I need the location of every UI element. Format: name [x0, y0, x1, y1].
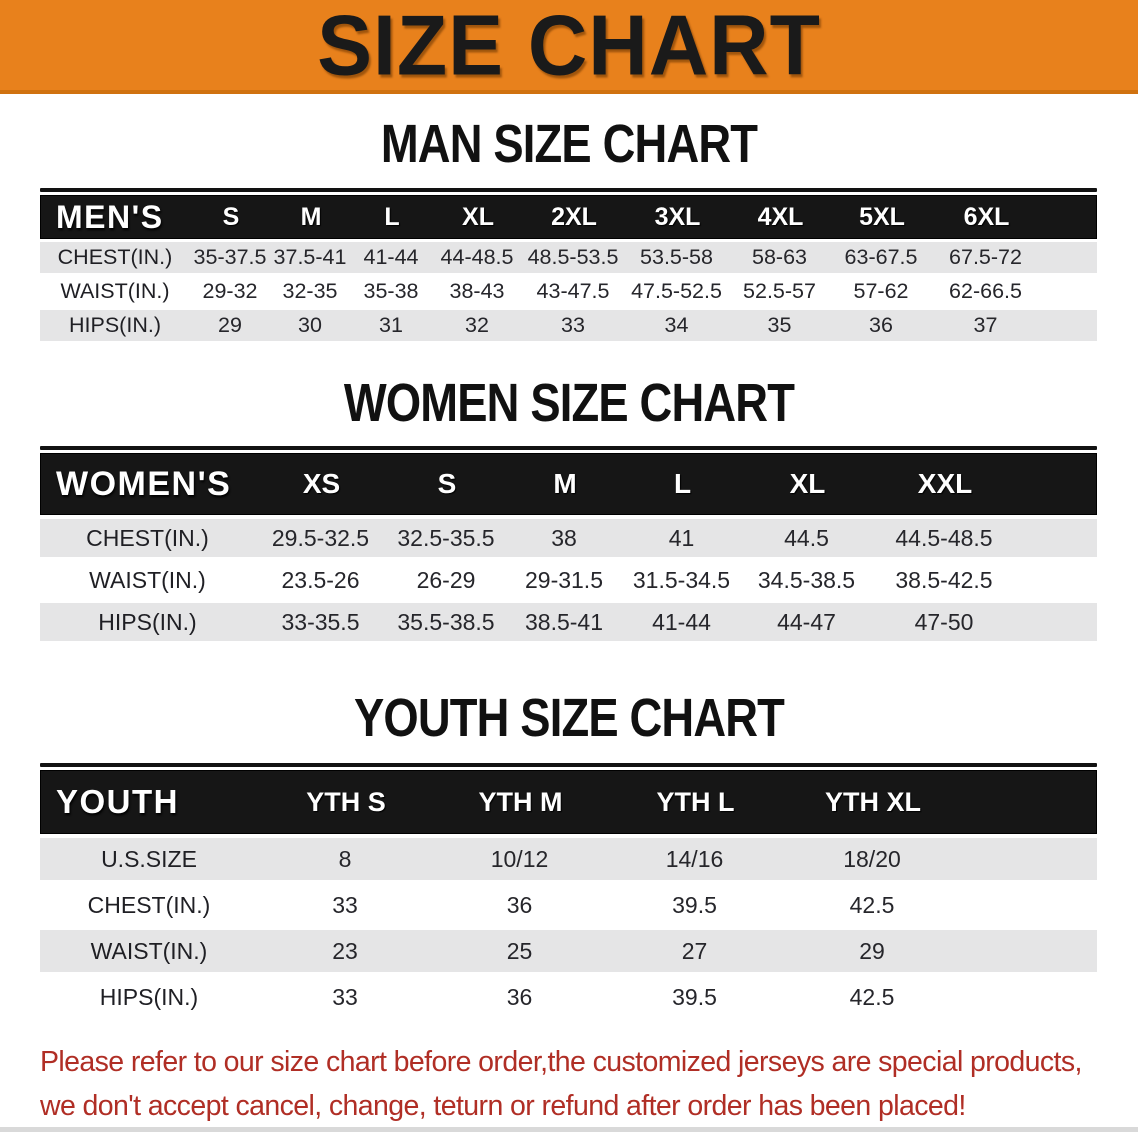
row-label: WAIST(IN.): [90, 937, 208, 964]
table-cell: 27: [681, 937, 708, 964]
women-section-title: [0, 373, 1138, 433]
youth-table-header-row: [40, 770, 1097, 834]
men-col-header: S: [222, 202, 240, 231]
table-cell: 31.5-34.5: [632, 566, 731, 593]
table-cell: 37: [973, 313, 998, 337]
disclaimer-line-2: we don't accept cancel, change, teturn or refund after order has been placed!: [40, 1090, 966, 1122]
youth-section-title: [0, 688, 1138, 748]
table-cell: 37.5-41: [273, 245, 347, 269]
table-cell: 25: [506, 937, 533, 964]
table-cell: 41-44: [652, 608, 711, 635]
page-title: SIZE CHART: [317, 0, 821, 93]
men-col-header: 3XL: [654, 202, 701, 231]
youth-section-title-text: YOUTH SIZE CHART: [353, 688, 785, 748]
youth-size-table: [40, 763, 1097, 1018]
women-col-header: XXL: [917, 468, 973, 499]
table-cell: 58-63: [752, 245, 807, 269]
table-cell: 29: [859, 937, 885, 964]
table-cell: 52.5-57: [743, 279, 816, 303]
table-cell: 57-62: [853, 279, 909, 303]
table-cell: 36: [506, 983, 533, 1010]
table-cell: 29-31.5: [524, 566, 603, 593]
table-cell: 32-35: [282, 279, 338, 303]
table-cell: 44.5-48.5: [895, 524, 993, 551]
table-cell: 10/12: [490, 845, 549, 872]
youth-col-header: YTH XL: [824, 786, 921, 817]
table-cell: 26-29: [416, 566, 476, 593]
men-section-title: [0, 114, 1138, 174]
youth-ussize-row: [40, 838, 1097, 880]
table-cell: 23: [332, 937, 358, 964]
table-cell: 18/20: [843, 845, 901, 872]
table-cell: 33-35.5: [281, 608, 360, 635]
women-col-header: S: [437, 468, 457, 499]
table-cell: 38.5-42.5: [895, 566, 993, 593]
table-cell: 47.5-52.5: [631, 279, 722, 303]
bottom-edge-divider: [0, 1127, 1138, 1132]
table-cell: 23.5-26: [281, 566, 360, 593]
youth-chest-row: [40, 884, 1097, 926]
row-label: CHEST(IN.): [87, 891, 211, 918]
women-chest-row: [40, 519, 1097, 557]
table-cell: 29.5-32.5: [271, 524, 370, 551]
table-cell: 29-32: [202, 279, 258, 303]
table-cell: 35: [767, 313, 792, 337]
men-hips-row: [40, 310, 1097, 341]
row-label: WAIST(IN.): [60, 279, 170, 303]
table-cell: 35-38: [363, 279, 419, 303]
table-cell: 53.5-58: [640, 245, 713, 269]
youth-col-header: YTH L: [656, 786, 735, 817]
table-cell: 67.5-72: [949, 245, 1022, 269]
men-col-header: L: [384, 202, 400, 231]
table-cell: 44-48.5: [440, 245, 514, 269]
row-label: U.S.SIZE: [101, 845, 197, 872]
table-cell: 34: [664, 313, 689, 337]
youth-col-header: YTH S: [306, 786, 386, 817]
table-cell: 38: [551, 524, 577, 551]
row-label: HIPS(IN.): [69, 313, 161, 337]
table-cell: 44-47: [777, 608, 836, 635]
men-col-header: 2XL: [551, 202, 597, 231]
women-col-header: XS: [302, 468, 341, 499]
table-cell: 47-50: [914, 608, 974, 635]
table-cell: 41-44: [363, 245, 419, 269]
youth-waist-row: [40, 930, 1097, 972]
table-cell: 38-43: [449, 279, 505, 303]
table-cell: 35.5-38.5: [397, 608, 495, 635]
men-col-header: 4XL: [757, 202, 804, 231]
women-table-header-row: [40, 453, 1097, 515]
men-table-topline: [40, 188, 1097, 192]
youth-col-header: YTH M: [478, 786, 563, 817]
table-cell: 42.5: [849, 983, 895, 1010]
table-cell: 38.5-41: [524, 608, 603, 635]
table-cell: 43-47.5: [536, 279, 610, 303]
youth-table-corner-label: YOUTH: [56, 783, 179, 820]
table-cell: 39.5: [672, 891, 717, 918]
women-size-table: [40, 446, 1097, 641]
men-table-corner-label: MEN'S: [56, 198, 164, 235]
men-table-header-row: [40, 195, 1097, 239]
men-waist-row: [40, 276, 1097, 307]
youth-hips-row: [40, 976, 1097, 1018]
table-cell: 30: [298, 313, 322, 337]
men-col-header: XL: [462, 202, 494, 231]
table-cell: 42.5: [849, 891, 895, 918]
table-cell: 33: [332, 891, 358, 918]
men-col-header: 6XL: [963, 202, 1010, 231]
table-cell: 32: [465, 313, 489, 337]
women-table-topline: [40, 446, 1097, 450]
table-cell: 36: [869, 313, 893, 337]
table-cell: 14/16: [665, 845, 724, 872]
women-col-header: L: [673, 468, 692, 499]
disclaimer-text: [0, 1040, 1138, 1128]
women-section-title-text: WOMEN SIZE CHART: [343, 373, 795, 433]
men-section-title-text: MAN SIZE CHART: [380, 114, 758, 174]
table-cell: 32.5-35.5: [397, 524, 495, 551]
row-label: HIPS(IN.): [99, 983, 199, 1010]
table-cell: 33: [561, 313, 585, 337]
table-cell: 36: [506, 891, 533, 918]
table-cell: 29: [218, 313, 242, 337]
women-hips-row: [40, 603, 1097, 641]
row-label: WAIST(IN.): [89, 566, 206, 593]
table-cell: 62-66.5: [949, 279, 1022, 303]
men-col-header: 5XL: [859, 202, 905, 231]
table-cell: 31: [379, 313, 403, 337]
table-cell: 33: [332, 983, 358, 1010]
disclaimer-line-1: Please refer to our size chart before order,the customized jerseys are special products,: [40, 1046, 1082, 1078]
women-col-header: M: [553, 468, 577, 499]
men-size-table: [40, 188, 1097, 341]
row-label: CHEST(IN.): [57, 245, 173, 269]
women-waist-row: [40, 561, 1097, 599]
men-chest-row: [40, 242, 1097, 273]
men-col-header: M: [300, 202, 322, 231]
table-cell: 34.5-38.5: [757, 566, 856, 593]
women-table-corner-label: WOMEN'S: [56, 464, 232, 503]
table-cell: 39.5: [672, 983, 717, 1010]
table-cell: 8: [338, 845, 352, 872]
table-cell: 48.5-53.5: [527, 245, 619, 269]
table-cell: 44.5: [784, 524, 829, 551]
youth-table-topline: [40, 763, 1097, 767]
table-cell: 41: [668, 524, 695, 551]
banner: [0, 0, 1138, 94]
table-cell: 35-37.5: [193, 245, 267, 269]
women-col-header: XL: [789, 468, 826, 499]
row-label: HIPS(IN.): [98, 608, 197, 635]
row-label: CHEST(IN.): [86, 524, 209, 551]
table-cell: 63-67.5: [844, 245, 918, 269]
